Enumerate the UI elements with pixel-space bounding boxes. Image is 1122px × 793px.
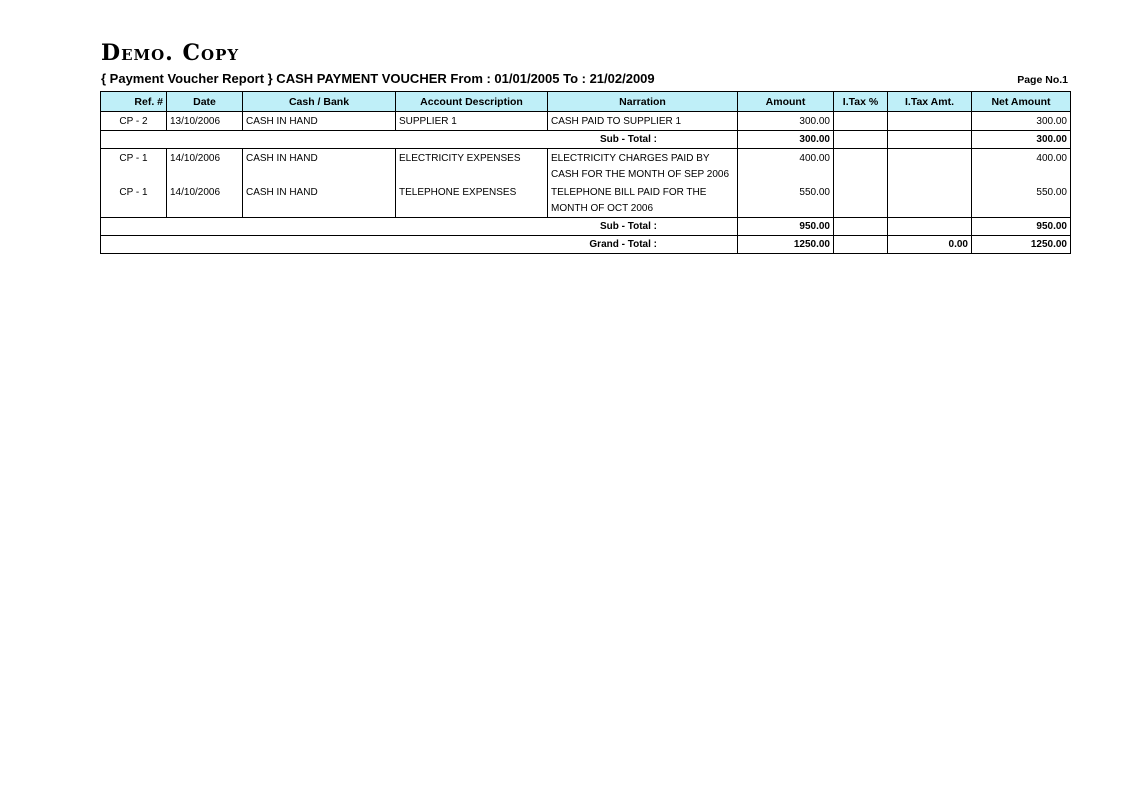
subtotal-row: [101, 218, 1071, 236]
column-header-net-amount: Net Amount: [972, 92, 1071, 112]
subtotal-amount: 950.00: [738, 218, 834, 236]
narration-line: MONTH OF OCT 2006: [551, 203, 654, 214]
subtotal-itax-percent: [834, 218, 888, 236]
table-row: [101, 183, 1071, 218]
subtotal-label: Sub - Total :: [101, 131, 738, 149]
column-header-ref: Ref. #: [101, 92, 167, 112]
account-cell: ELECTRICITY EXPENSES: [396, 149, 548, 184]
itax-amount-cell: [888, 149, 972, 184]
amount-cell: 550.00: [738, 183, 834, 218]
report-subtitle: { Payment Voucher Report } CASH PAYMENT VOUCHER From : 01/01/2005 To : 21/02/2009: [101, 71, 655, 86]
subtotal-itax-amount: [888, 131, 972, 149]
grand-total-itax-amount: 0.00: [888, 236, 972, 254]
amount-cell: 400.00: [738, 149, 834, 184]
column-header-narration: Narration: [548, 92, 738, 112]
net-amount-cell: 550.00: [972, 183, 1071, 218]
account-cell: TELEPHONE EXPENSES: [396, 183, 548, 218]
grand-total-label: Grand - Total :: [101, 236, 738, 254]
amount-cell: 300.00: [738, 112, 834, 131]
itax-percent-cell: [834, 183, 888, 218]
subtotal-row: [101, 131, 1071, 149]
table-row: [101, 149, 1071, 184]
narration-line: TELEPHONE BILL PAID FOR THE: [551, 187, 707, 198]
cash-bank-cell: CASH IN HAND: [243, 149, 396, 184]
column-header-account-description: Account Description: [396, 92, 548, 112]
subtotal-net-amount: 950.00: [972, 218, 1071, 236]
ref-cell: CP - 1: [101, 149, 167, 184]
grand-total-net-amount: 1250.00: [972, 236, 1071, 254]
cash-bank-cell: CASH IN HAND: [243, 112, 396, 131]
column-header-amount: Amount: [738, 92, 834, 112]
table-row: [101, 112, 1071, 131]
column-header-itax-amount: I.Tax Amt.: [888, 92, 972, 112]
narration-cell: [548, 149, 738, 184]
date-cell: 14/10/2006: [167, 149, 243, 184]
column-header-cash-bank: Cash / Bank: [243, 92, 396, 112]
ref-cell: CP - 1: [101, 183, 167, 218]
ref-cell: CP - 2: [101, 112, 167, 131]
voucher-table: [100, 91, 1071, 254]
net-amount-cell: 300.00: [972, 112, 1071, 131]
page-number: Page No.1: [1017, 74, 1068, 86]
itax-amount-cell: [888, 183, 972, 218]
subtotal-net-amount: 300.00: [972, 131, 1071, 149]
narration-line: ELECTRICITY CHARGES PAID BY: [551, 153, 710, 164]
grand-total-itax-percent: [834, 236, 888, 254]
itax-amount-cell: [888, 112, 972, 131]
report-title: Demo. Copy: [101, 40, 240, 66]
subtotal-label: Sub - Total :: [101, 218, 738, 236]
subtotal-amount: 300.00: [738, 131, 834, 149]
grand-total-row: [101, 236, 1071, 254]
cash-bank-cell: CASH IN HAND: [243, 183, 396, 218]
column-header-date: Date: [167, 92, 243, 112]
table-header-row: [101, 92, 1071, 112]
narration-cell: [548, 183, 738, 218]
column-header-itax-percent: I.Tax %: [834, 92, 888, 112]
date-cell: 13/10/2006: [167, 112, 243, 131]
date-cell: 14/10/2006: [167, 183, 243, 218]
itax-percent-cell: [834, 112, 888, 131]
narration-cell: CASH PAID TO SUPPLIER 1: [548, 112, 738, 131]
account-cell: SUPPLIER 1: [396, 112, 548, 131]
grand-total-amount: 1250.00: [738, 236, 834, 254]
subtotal-itax-percent: [834, 131, 888, 149]
subtotal-itax-amount: [888, 218, 972, 236]
net-amount-cell: 400.00: [972, 149, 1071, 184]
narration-line: CASH FOR THE MONTH OF SEP 2006: [551, 169, 730, 180]
itax-percent-cell: [834, 149, 888, 184]
